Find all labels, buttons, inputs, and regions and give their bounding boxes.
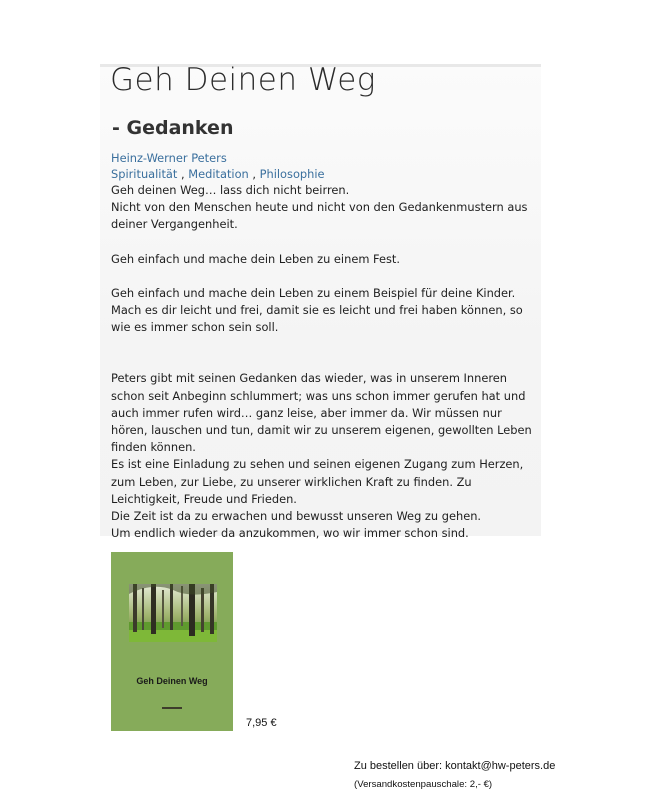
price-label: 7,95 € bbox=[246, 717, 277, 729]
description-paragraph: Geh einfach und mache dein Leben zu einem Beispiel für deine Kinder. Mach es dir leicht und frei, damit sie es leicht und frei haben können, so wie es immer schon sein soll. bbox=[111, 285, 523, 335]
category-separator: , bbox=[177, 167, 189, 181]
category-link-spiritualitaet[interactable]: Spiritualität bbox=[111, 167, 178, 181]
book-subtitle: - Gedanken bbox=[112, 117, 234, 139]
author-link[interactable]: Heinz-Werner Peters bbox=[111, 151, 227, 165]
description-paragraph: Es ist eine Einladung zu sehen und seinen eigenen Zugang zum Herzen, zum Leben, zur Liebe, zu unserer wirklichen Kraft zu finden. Zu Leichtigkeit, Freude und Frieden. bbox=[111, 457, 524, 506]
description-line: Nicht von den Menschen heute und nicht von den Gedankenmustern aus deiner Vergangenheit. bbox=[111, 200, 528, 232]
description-paragraph: Peters gibt mit seinen Gedanken das wieder, was in unserem Inneren schon seit Anbeginn schlummert; was uns schon immer gerufen hat und auch immer rufen wird… ganz leise, aber immer da. Wir müssen nur hören, lauschen und tun, damit wir zu unserem eigenen, gewollten Leben finden können. bbox=[111, 371, 532, 455]
category-separator: , bbox=[248, 167, 260, 181]
cover-author-mark bbox=[162, 707, 182, 709]
book-title: Geh Deinen Weg bbox=[110, 62, 376, 98]
category-link-philosophie[interactable]: Philosophie bbox=[259, 167, 325, 181]
book-meta bbox=[111, 150, 325, 182]
category-list bbox=[111, 166, 325, 182]
book-cover-image bbox=[111, 552, 233, 731]
order-info: Zu bestellen über: kontakt@hw-peters.de bbox=[354, 760, 556, 772]
forest-photo bbox=[129, 584, 217, 642]
cover-title: Geh Deinen Weg bbox=[136, 676, 208, 686]
description-line: Um endlich wieder da anzukommen, wo wir immer schon sind. bbox=[111, 526, 469, 541]
description-line: Geh deinen Weg… lass dich nicht beirren. bbox=[111, 183, 350, 197]
shipping-info: (Versandkostenpauschale: 2,- €) bbox=[354, 779, 493, 790]
category-link-meditation[interactable]: Meditation bbox=[188, 167, 249, 181]
description-line: Die Zeit ist da zu erwachen und bewusst unseren Weg zu gehen. bbox=[111, 509, 482, 524]
book-description bbox=[111, 182, 541, 542]
description-line: Geh einfach und mache dein Leben zu einem Fest. bbox=[111, 251, 401, 266]
